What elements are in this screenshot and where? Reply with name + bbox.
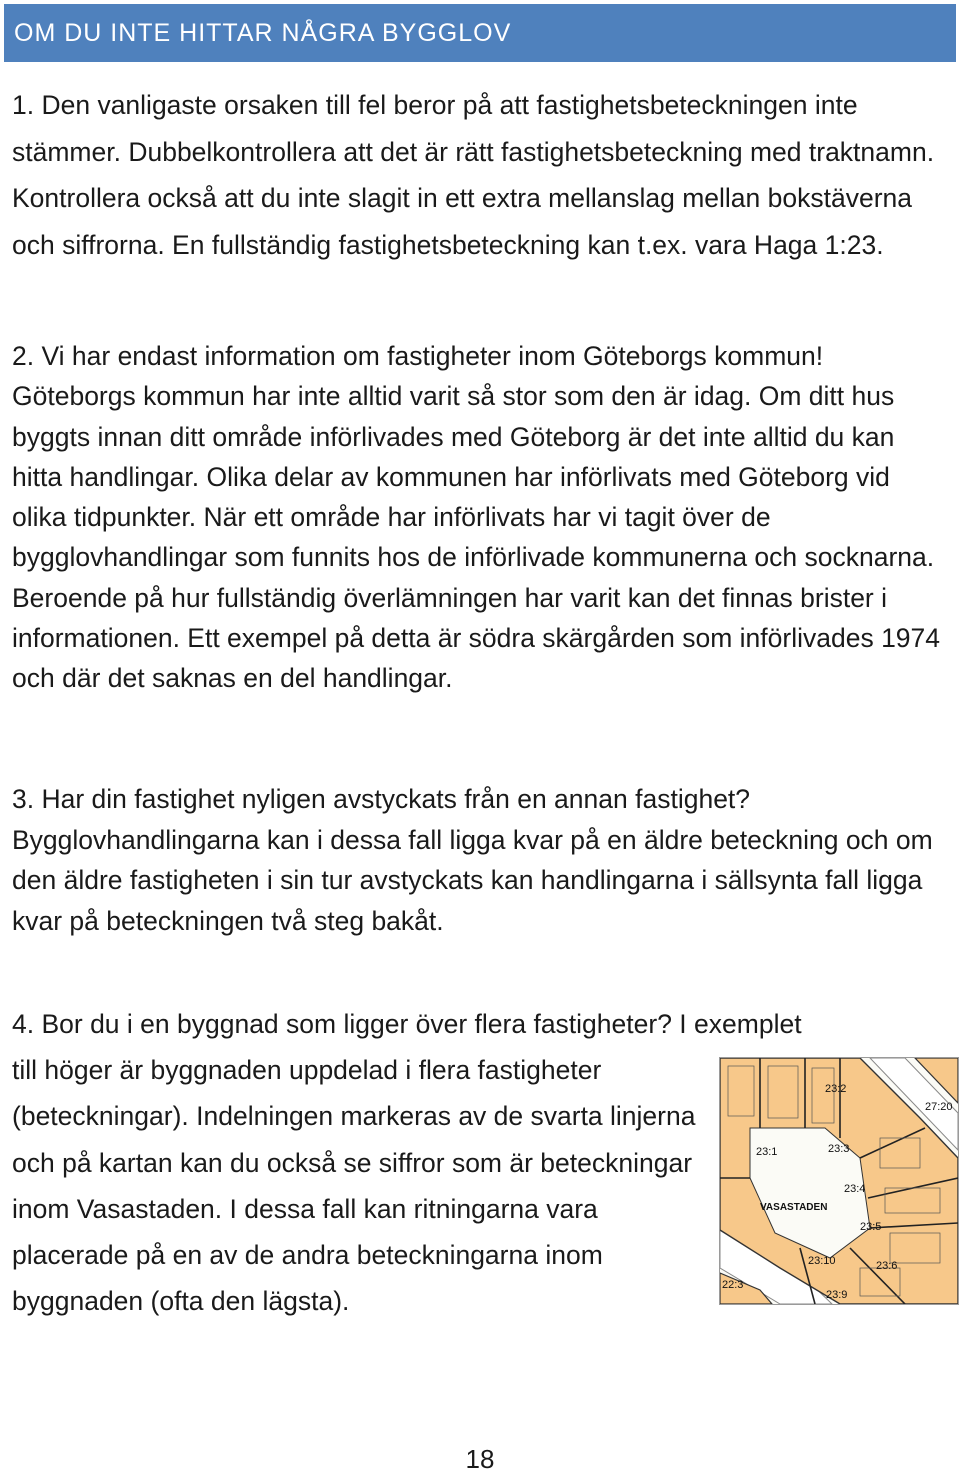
- page-number: 18: [465, 1444, 495, 1474]
- paragraph-3: 3. Har din fastighet nyligen avstyckats från en annan fastighet? Bygglovhandlingarna kan i dessa fall ligga kvar på en äldre beteckning och om den äldre fastigheten i sin tur avstyckats kan handlingarna i sällsynta fall ligga kvar på beteckningen två steg bakåt.: [12, 784, 933, 936]
- parcel-label-23-9: 23:9: [826, 1289, 848, 1301]
- parcel-label-23-6: 23:6: [876, 1260, 898, 1272]
- section-header-bar: [4, 4, 956, 62]
- parcel-label-23-1: 23:1: [756, 1146, 778, 1158]
- parcel-label-23-5: 23:5: [860, 1221, 882, 1233]
- paragraph-4-rest: till höger är byggnaden uppdelad i flera fastigheter (beteckningar). Indelningen markeras av de svarta linjerna och på kartan kan du också se siffror som är beteckningar inom Vasastaden. I dessa fall kan ritningarna vara placerade på en av de andra beteckningarna inom byggnaden (ofta den lägsta).: [12, 1055, 696, 1317]
- paragraph-1: 1. Den vanligaste orsaken till fel beror på att fastighetsbeteckningen inte stämmer. Dubbelkontrollera att det är rätt fastighetsbeteckning med traktnamn. Kontrollera också att du inte slagit in ett extra mellanslag mellan bokstäverna och siffrorna. En fullständig fastighetsbeteckning kan t.ex. vara Haga 1:23.: [12, 90, 935, 260]
- paragraph-4-first-line: 4. Bor du i en byggnad som ligger över flera fastigheter? I exemplet: [12, 1009, 802, 1039]
- parcel-label-23-10: 23:10: [808, 1255, 836, 1267]
- paragraph-2: 2. Vi har endast information om fastigheter inom Göteborgs kommun! Göteborgs kommun har inte alltid varit så stor som den är idag. Om ditt hus byggts innan ditt område införlivades med Göteborg är det inte alltid du kan hitta handlingar. Olika delar av kommunen har införlivats med Göteborg vid olika tidpunkter. När ett område har införlivats har vi tagit över de bygglovhandlingar som funnits hos de införlivade kommunerna och socknarna. Beroende på hur fullständig överlämningen har varit kan det finnas brister i informationen. Ett exempel på detta är södra skärgården som införlivades 1974 och där det saknas en del handlingar.: [12, 341, 941, 694]
- property-map-image: [719, 1057, 959, 1305]
- parcel-label-23-3: 23:3: [828, 1143, 850, 1155]
- section-title: OM DU INTE HITTAR NÅGRA BYGGLOV: [14, 19, 512, 47]
- parcel-label-22-3: 22:3: [722, 1279, 744, 1291]
- parcel-label-23-4: 23:4: [844, 1183, 866, 1195]
- property-map-drawing: [720, 1058, 958, 1304]
- parcel-label-23-2: 23:2: [825, 1083, 847, 1095]
- parcel-label-27-20: 27:20: [925, 1101, 953, 1113]
- district-label: VASASTADEN: [760, 1202, 828, 1213]
